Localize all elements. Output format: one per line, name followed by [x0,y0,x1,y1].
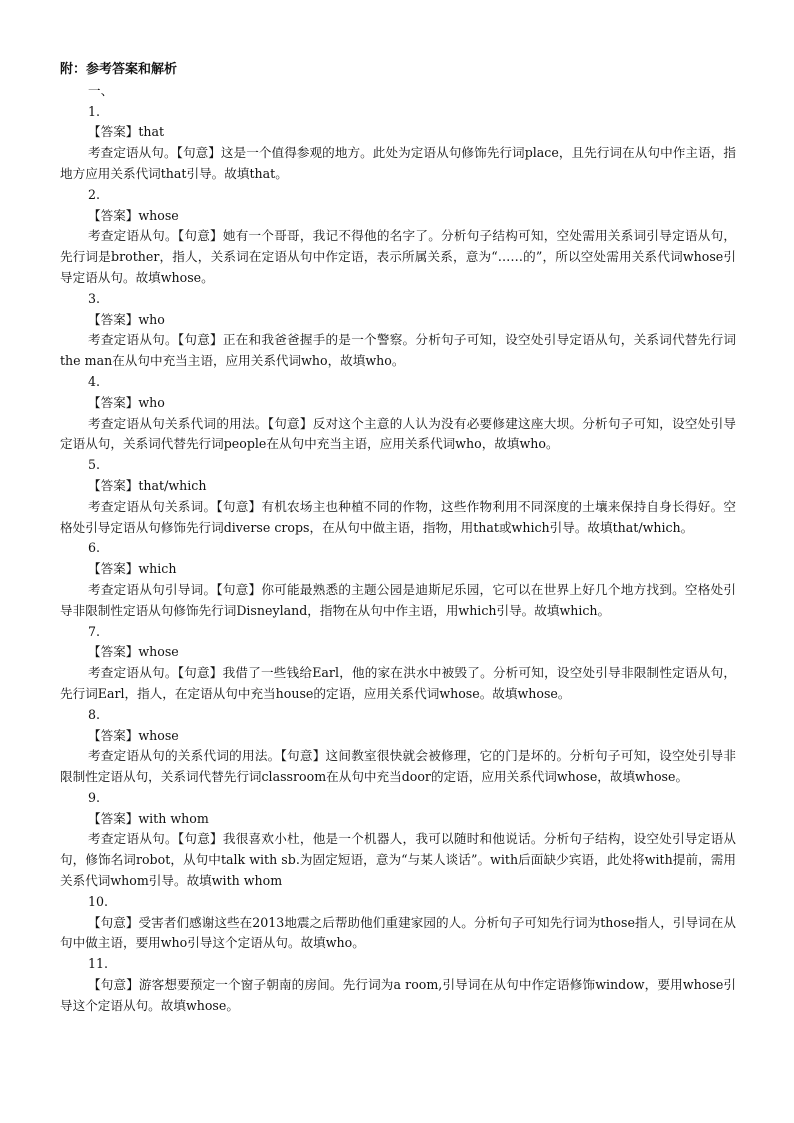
item-number: 2. [88,186,101,202]
answer-value: with whom [138,810,209,826]
explanation-text: 【句意】受害者们感谢这些在2013地震之后帮助他们重建家园的人。分析句子可知先行词为those指人，引导词在从句中做主语，要用who引导这个定语从句。故填who。 [60,914,736,951]
answer-tag: 【答案】 [88,124,139,140]
answer-tag: 【答案】 [88,311,139,327]
answer-value: whose [138,644,179,660]
explanation-text: 考查定语从句。【句意】我借了一些钱给Earl，他的家在洪水中被毁了。分析可知，设空处引导非限制性定语从句，先行词Earl，指人，在定语从句中充当house的定语，应用关系代词whose。故填whose。 [60,665,736,701]
answer-line [60,122,736,143]
item-number: 9. [88,789,101,805]
item-number: 10. [88,893,109,909]
answer-line [60,642,736,663]
explanation-text: 考查定语从句关系代词的用法。【句意】反对这个主意的人认为没有必要修建这座大坝。分析句子可知，设空处引导定语从句，关系词代替先行词people在从句中充当主语，应用关系代词who，故填who。 [60,415,736,452]
answer-item [60,372,736,455]
explanation-text: 考查定语从句。【句意】我很喜欢小杜，他是一个机器人，我可以随时和他说话。分析句子结构，设空处引导定语从句，修饰名词robot，从句中talk with sb.为固定短语，意为“与某人谈话”。with后面缺少宾语，此处将with提前，需用关系代词whom引导。故填with whom [60,831,736,889]
explanation-text: 考查定语从句关系词。【句意】有机农场主也种植不同的作物，这些作物利用不同深度的土壤来保持自身长得好。空格处引导定语从句修饰先行词diverse crops，在从句中做主语，指物，用that或which引导。故填that/which。 [60,498,736,535]
answer-item [60,892,736,954]
item-number: 3. [88,290,101,306]
answer-item [60,185,736,289]
answer-line [60,726,736,747]
answer-value: whose [138,207,179,223]
item-number: 5. [88,457,101,473]
answer-tag: 【答案】 [88,727,139,743]
answer-item [60,622,736,705]
answer-line [60,559,736,580]
answer-tag: 【答案】 [88,561,139,577]
item-number: 7. [88,623,101,639]
answer-line [60,206,736,227]
document-page [60,60,736,1017]
answer-tag: 【答案】 [88,477,139,493]
answer-item [60,289,736,372]
answer-value: that/which [138,477,207,493]
answer-tag: 【答案】 [88,207,139,223]
item-number: 6. [88,540,101,556]
explanation-text: 考查定语从句。【句意】这是一个值得参观的地方。此处为定语从句修饰先行词place，且先行词在从句中作主语，指地方应用关系代词that引导。故填that。 [60,145,736,181]
answer-list [60,102,736,1017]
answer-tag: 【答案】 [88,394,139,410]
answer-value: who [138,394,165,410]
item-number: 4. [88,373,101,389]
answer-item [60,102,736,185]
answer-line [60,809,736,830]
page-title: 附：参考答案和解析 [60,62,178,77]
answer-line [60,310,736,331]
item-number: 8. [88,706,101,722]
answer-tag: 【答案】 [88,644,139,660]
explanation-text: 【句意】游客想要预定一个窗子朝南的房间。先行词为a room,引导词在从句中作定语修饰window，要用whose引导这个定语从句。故填whose。 [60,977,736,1013]
answer-value: which [138,561,177,577]
answer-value: that [138,124,165,140]
answer-item [60,705,736,788]
answer-value: who [138,311,165,327]
answer-line [60,476,736,497]
explanation-text: 考查定语从句引导词。【句意】你可能最熟悉的主题公园是迪斯尼乐园，它可以在世界上好几个地方找到。空格处引导非限制性定语从句修饰先行词Disneyland，指物在从句中作主语，用which引导。故填which。 [60,581,736,618]
answer-item [60,788,736,892]
item-number: 11. [88,956,109,972]
answer-value: whose [138,727,179,743]
explanation-text: 考查定语从句。【句意】她有一个哥哥，我记不得他的名字了。分析句子结构可知，空处需用关系词引导定语从句，先行词是brother，指人，关系词在定语从句中作定语，表示所属关系，意为“……的”，所以空处需用关系代词whose引导定语从句。故填whose。 [60,228,736,285]
answer-item [60,954,736,1016]
answer-line [60,393,736,414]
explanation-text: 考查定语从句的关系代词的用法。【句意】这间教室很快就会被修理，它的门是坏的。分析句子可知，设空处引导非限制性定语从句，关系词代替先行词classroom在从句中充当door的定语，应用关系代词whose，故填whose。 [60,748,736,785]
answer-tag: 【答案】 [88,810,139,826]
answer-item [60,538,736,621]
explanation-text: 考查定语从句。【句意】正在和我爸爸握手的是一个警察。分析句子可知，设空处引导定语从句，关系词代替先行词the man在从句中充当主语，应用关系代词who，故填who。 [60,332,736,369]
answer-item [60,455,736,538]
item-number: 1. [88,103,101,119]
section-heading: 一、 [88,82,114,98]
